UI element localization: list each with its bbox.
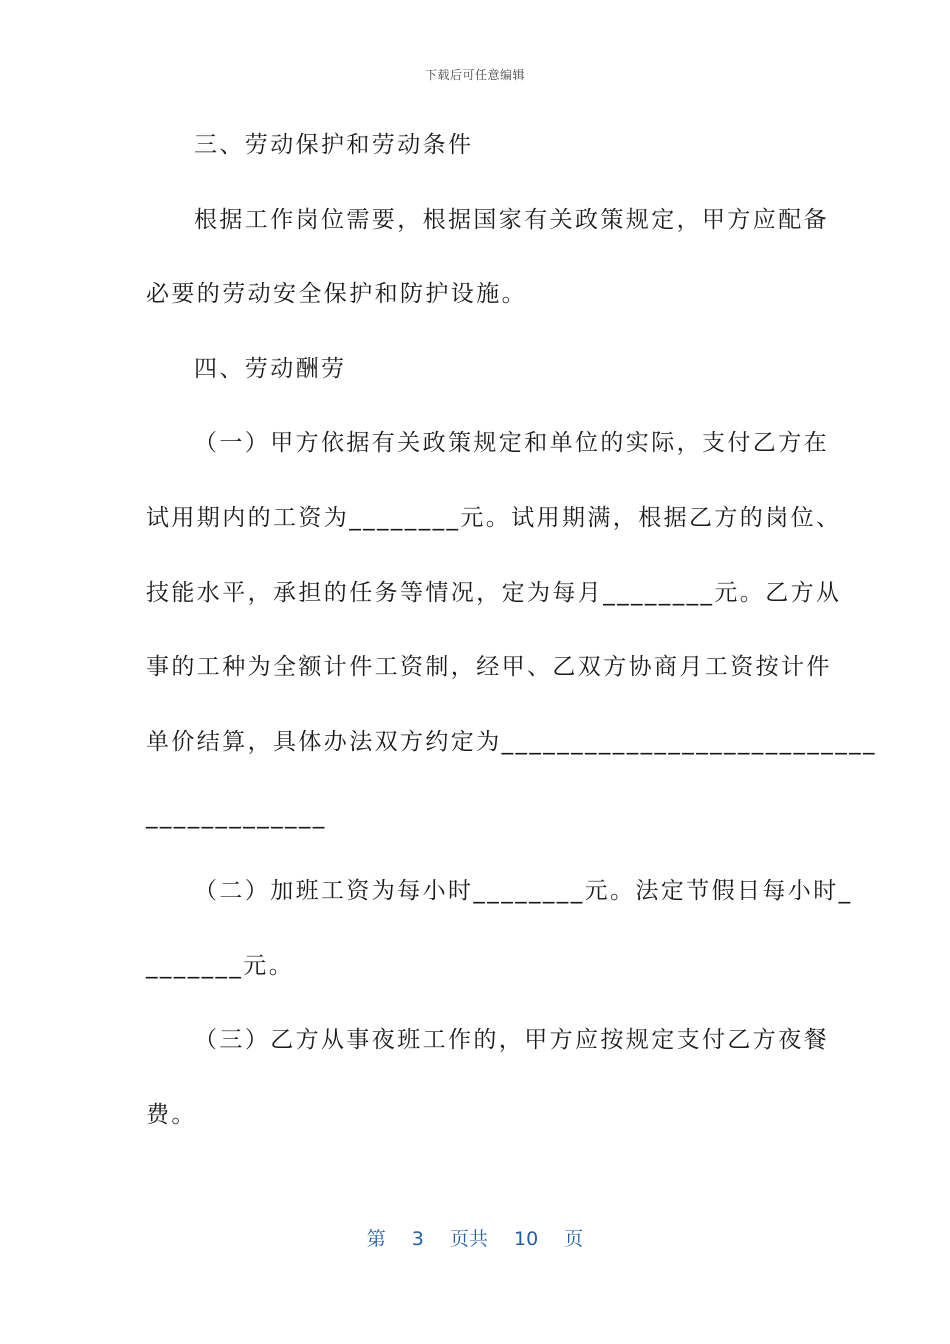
total-page-count: 10 bbox=[514, 1228, 539, 1250]
paragraph-line: 费。 bbox=[146, 1101, 197, 1128]
paragraph-line: （一）甲方依据有关政策规定和单位的实际，支付乙方在 bbox=[194, 430, 829, 457]
footer-middle: 页共 bbox=[449, 1228, 488, 1250]
paragraph-line: 事的工种为全额计件工资制，经甲、乙双方协商月工资按计件 bbox=[146, 654, 832, 681]
footer-suffix: 页 bbox=[564, 1228, 584, 1250]
current-page-number: 3 bbox=[411, 1228, 424, 1250]
paragraph-line: （二）加班工资为每小时________元。法定节假日每小时_ bbox=[194, 877, 853, 904]
paragraph-line: 试用期内的工资为________元。试用期满，根据乙方的岗位、 bbox=[146, 504, 842, 531]
footer-prefix: 第 bbox=[366, 1228, 386, 1250]
paragraph-line: 必要的劳动安全保护和防护设施。 bbox=[146, 281, 527, 308]
paragraph-line: 单价结算，具体办法双方约定为___________________________ bbox=[146, 728, 877, 755]
paragraph-line: （三）乙方从事夜班工作的，甲方应按规定支付乙方夜餐 bbox=[194, 1027, 829, 1054]
page-number-footer bbox=[0, 1224, 950, 1251]
blank-fill-line: _____________ bbox=[146, 803, 327, 830]
section-heading-labor-protection: 三、劳动保护和劳动条件 bbox=[194, 132, 474, 158]
document-body bbox=[146, 118, 877, 1162]
section-heading-remuneration: 四、劳动酬劳 bbox=[194, 355, 347, 382]
paragraph-line: 技能水平，承担的任务等情况，定为每月________元。乙方从 bbox=[146, 579, 842, 606]
page-header-note: 下载后可任意编辑 bbox=[424, 68, 525, 82]
paragraph-line: 根据工作岗位需要，根据国家有关政策规定，甲方应配备 bbox=[194, 206, 829, 233]
paragraph-line: _______元。 bbox=[146, 952, 295, 979]
